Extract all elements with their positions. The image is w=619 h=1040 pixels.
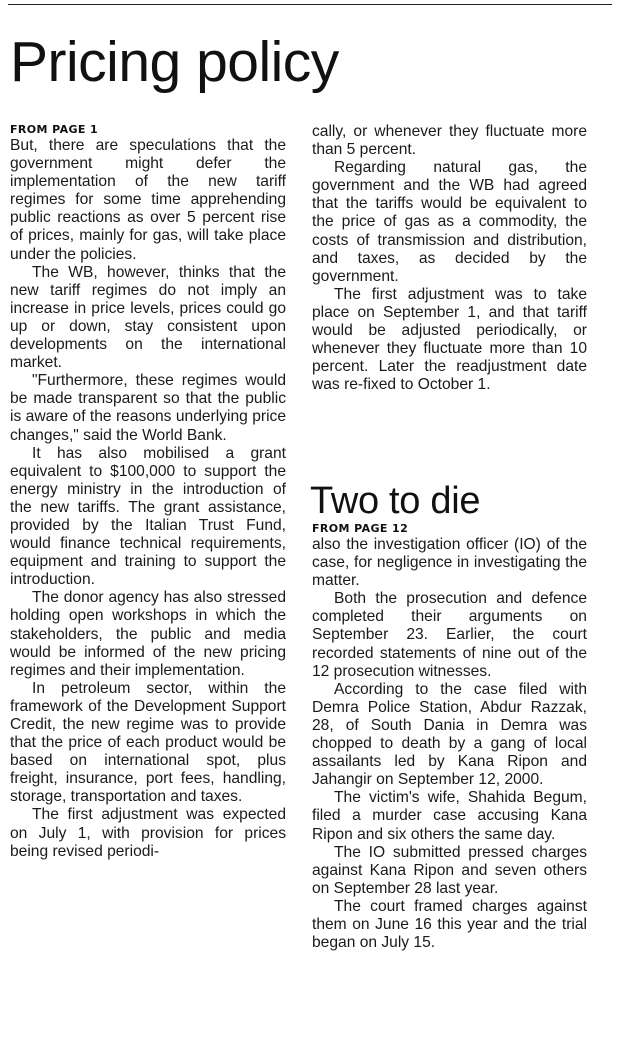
article1-paragraph: The first adjustment was expected on July 1, with provision for prices being revised periodi- (10, 806, 286, 860)
article1-kicker: FROM PAGE 1 (10, 123, 99, 136)
article2-paragraph: The court framed charges against them on June 16 this year and the trial began on July 15. (312, 897, 587, 952)
article2-paragraph: Both the prosecution and defence completed their arguments on September 23. Earlier, the court recorded statements of nine out of the 12 prosecution witnesses. (312, 590, 587, 680)
article1-paragraph: The WB, however, thinks that the new tariff regimes do not imply an increase in price levels, prices could go up or down, stay consistent upon developments on the international market. (10, 263, 286, 372)
article1-continuation-paragraph: Regarding natural gas, the government and the WB had agreed that the tariffs would be equivalent to the price of gas as a commodity, the costs of transmission and distribution, and taxes, as decided by the government. (312, 159, 587, 285)
article1-continuation-paragraph: The first adjustment was to take place on September 1, and that tariff would be adjusted periodically, or whenever they fluctuate more than 10 percent. Later the readjustment date was re-fixed to October 1. (312, 285, 587, 394)
article1-column-right (312, 123, 587, 394)
article1-column-left (10, 123, 286, 861)
article1-continuation-paragraph: cally, or whenever they fluctuate more than 5 percent. (312, 123, 587, 159)
article2-paragraph: According to the case filed with Demra Police Station, Abdur Razzak, 28, of South Dania in Demra was chopped to death by a gang of local assailants led by Kana Ripon and Jahangir on September 12, 2000. (312, 680, 587, 789)
article1-paragraph: In petroleum sector, within the framework of the Development Support Credit, the new regime was to provide that the price of each product would be based on international spot, plus freight, insurance, port fees, handling, storage, transportation and taxes. (10, 679, 286, 806)
headline-two-to-die: Two to die (310, 480, 481, 522)
article2-paragraph: also the investigation officer (IO) of the case, for negligence in investigating the matter. (312, 536, 587, 590)
article1-paragraph: But, there are speculations that the government might defer the implementation of the new tariff regimes for some time apprehending public reactions as over 5 percent rise of prices, mainly for gas, will take place under the policies. (10, 137, 286, 263)
article1-paragraph: "Furthermore, these regimes would be made transparent so that the public is aware of the reasons underlying price changes," said the World Bank. (10, 372, 286, 444)
headline-pricing-policy: Pricing policy (10, 30, 339, 94)
article2-column (312, 522, 587, 952)
article1-paragraph: The donor agency has also stressed holding open workshops in which the stakeholders, the public and media would be informed of the new pricing regimes and their implementation. (10, 589, 286, 679)
article2-paragraph: The IO submitted pressed charges against Kana Ripon and seven others on September 28 last year. (312, 843, 587, 897)
article2-paragraph: The victim's wife, Shahida Begum, filed a murder case accusing Kana Ripon and six others the same day. (312, 789, 587, 843)
article1-paragraph: It has also mobilised a grant equivalent to $100,000 to support the energy ministry in the introduction of the new tariffs. The grant assistance, provided by the Italian Trust Fund, would finance technical requirements, equipment and training to support the introduction. (10, 444, 286, 589)
top-rule (8, 4, 612, 5)
article2-kicker: FROM PAGE 12 (312, 522, 409, 535)
